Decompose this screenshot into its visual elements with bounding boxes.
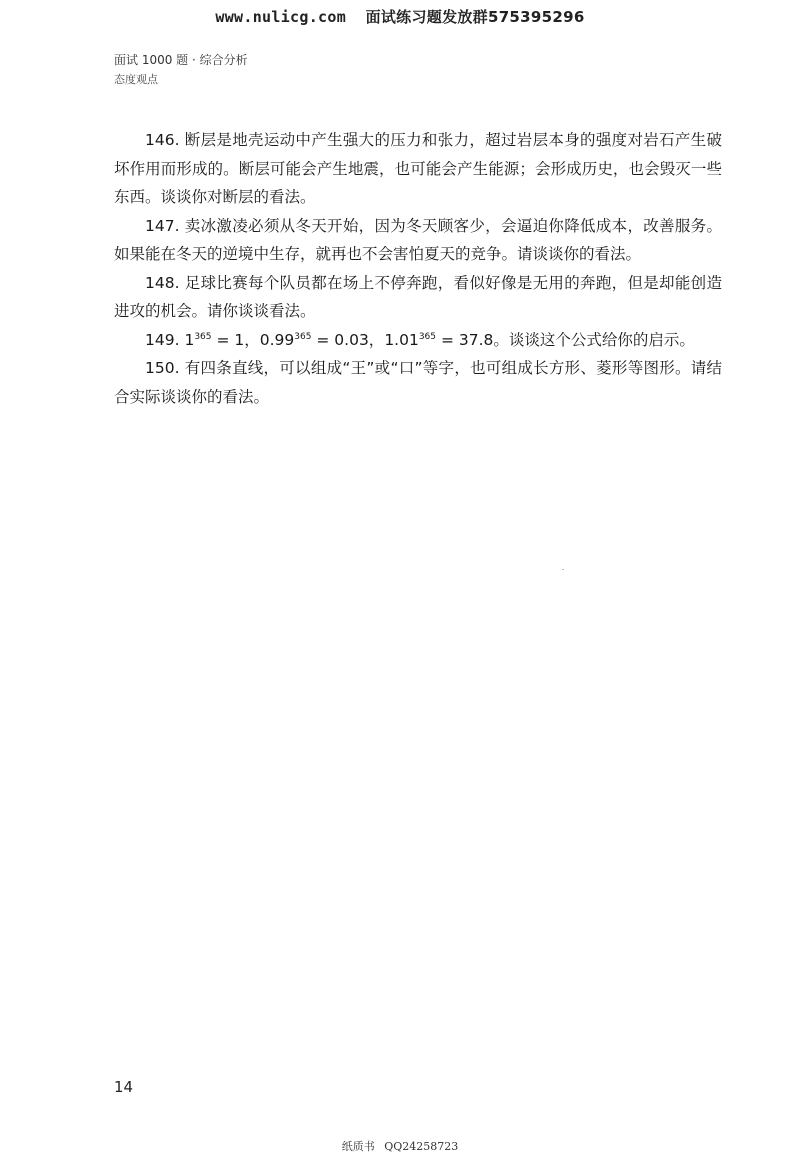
formula-exponent: 365 (194, 331, 212, 342)
formula-result: = 1， (216, 330, 260, 349)
question-number: 149. (145, 330, 180, 349)
formula-result: = 37.8。 (440, 330, 509, 349)
formula-base: 0.99 (259, 330, 295, 349)
formula-exponent: 365 (418, 331, 437, 342)
formula-exponent: 365 (294, 331, 312, 342)
question-146 (114, 126, 722, 212)
section-title: 态度观点 (114, 73, 158, 86)
footer-qq: QQ24258723 (384, 1140, 459, 1153)
banner-url: www.nulicg.com (215, 8, 347, 26)
question-list (114, 126, 722, 411)
question-text: 足球比赛每个队员都在场上不停奔跑，看似好像是无用的奔跑，但是却能创造进攻的机会。请你谈谈看法。 (114, 273, 722, 320)
formula-result: = 0.03， (316, 330, 385, 349)
footer-watermark (0, 1138, 800, 1154)
book-title: 面试 1000 题 · 综合分析 (114, 53, 248, 67)
formula-term-1 (184, 331, 259, 349)
formula-term-2 (260, 331, 385, 349)
top-banner (0, 6, 800, 27)
question-text: 有四条直线，可以组成“王”或“口”等字，也可组成长方形、菱形等图形。请结合实际谈谈你的看法。 (114, 359, 723, 406)
question-148 (114, 269, 722, 326)
question-text: 断层是地壳运动中产生强大的压力和张力，超过岩层本身的强度对岩石产生破坏作用而形成的。断层可能会产生地震，也可能会产生能源；会形成历史，也会毁灭一些东西。谈谈你对断层的看法。 (114, 131, 722, 206)
formula-base: 1 (184, 330, 195, 349)
question-150 (114, 354, 722, 411)
question-number: 148. (145, 273, 180, 292)
question-149 (114, 326, 722, 355)
formula-term-3 (384, 331, 509, 349)
question-text: 谈谈这个公式给你的启示。 (508, 330, 695, 349)
question-number: 146. (145, 131, 180, 149)
question-number: 147. (145, 216, 180, 235)
question-number: 150. (145, 359, 180, 377)
footer-label: 纸质书 (341, 1140, 375, 1153)
running-head (114, 50, 248, 90)
formula-base: 1.01 (384, 330, 419, 349)
scan-speck (562, 569, 564, 570)
page-number: 14 (114, 1078, 134, 1096)
banner-text: 面试练习题发放群575395296 (365, 8, 585, 26)
question-text: 卖冰激凌必须从冬天开始，因为冬天顾客少，会逼迫你降低成本，改善服务。如果能在冬天的逆境中生存，就再也不会害怕夏天的竞争。请谈谈你的看法。 (114, 216, 722, 263)
question-147 (114, 212, 722, 269)
